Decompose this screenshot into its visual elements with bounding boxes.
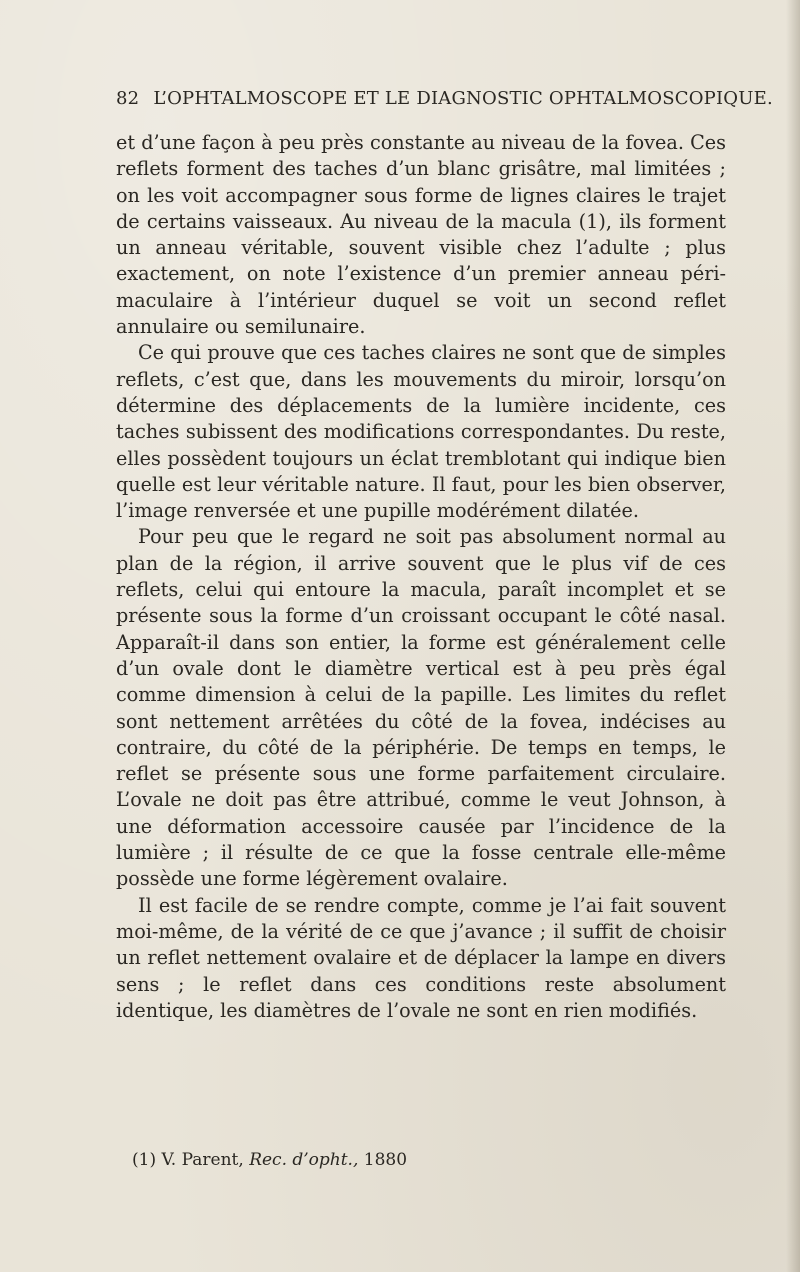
footnote-marker: (1) V. Parent, — [132, 1150, 244, 1170]
page-number: 82 — [116, 88, 140, 109]
running-title: L’OPHTALMOSCOPE ET LE DIAGNOSTIC OPHTALMOSCOPIQUE. — [153, 88, 773, 109]
page-edge-shadow — [786, 0, 800, 1272]
footnote-year: 1880 — [363, 1150, 408, 1170]
footnote — [132, 1150, 407, 1170]
paragraph-3: Pour peu que le regard ne soit pas absolument normal au plan de la région, il arrive souvent que le plus vif de ces reflets, celui qui entoure la macula, paraît incomplet et se présente sous la forme d’un croissant occupant le côté nasal. Apparaît-il dans son entier, la forme est généralement celle d’un ovale dont le diamètre vertical est à peu près égal comme dimension à celui de la papille. Les limites du reflet sont nettement arrêtées du côté de la fovea, indécises au contraire, du côté de la périphérie. De temps en temps, le reflet se présente sous une forme parfaitement circulaire. L’ovale ne doit pas être attribué, comme le veut Johnson, à une déformation accessoire causée par l’incidence de la lumière ; il résulte de ce que la fosse centrale elle-même possède une forme légèrement ovalaire. — [116, 525, 726, 891]
paragraph-2: Ce qui prouve que ces taches claires ne sont que de simples reflets, c’est que, dans les mouvements du miroir, lorsqu’on détermine des déplacements de la lumière incidente, ces taches subissent des modifications correspondantes. Du reste, elles possèdent toujours un éclat tremblotant qui indique bien quelle est leur véritable nature. Il faut, pour les bien observer, l’image renversée et une pupille modérément dilatée. — [116, 341, 726, 523]
paragraph-4: Il est facile de se rendre compte, comme je l’ai fait souvent moi-même, de la vérité de ce que j’avance ; il suffit de choisir un reflet nettement ovalaire et de déplacer la lampe en divers sens ; le reflet dans ces conditions reste absolument identique, les diamètres de l’ovale ne sont en rien modifiés. — [116, 893, 726, 1022]
body-text — [116, 130, 726, 1024]
running-header — [116, 88, 773, 109]
paragraph-1: et d’une façon à peu près constante au niveau de la fovea. Ces reflets forment des taches d’un blanc grisâtre, mal limitées ; on les voit accompagner sous forme de lignes claires le trajet de certains vaisseaux. Au niveau de la macula (1), ils forment un anneau véritable, souvent visible chez l’adulte ; plus exactement, on note l’existence d’un premier anneau péri-maculaire à l’intérieur duquel se voit un second reflet annulaire ou semilunaire. — [116, 131, 726, 339]
footnote-source: Rec. d’opht., — [249, 1150, 359, 1170]
